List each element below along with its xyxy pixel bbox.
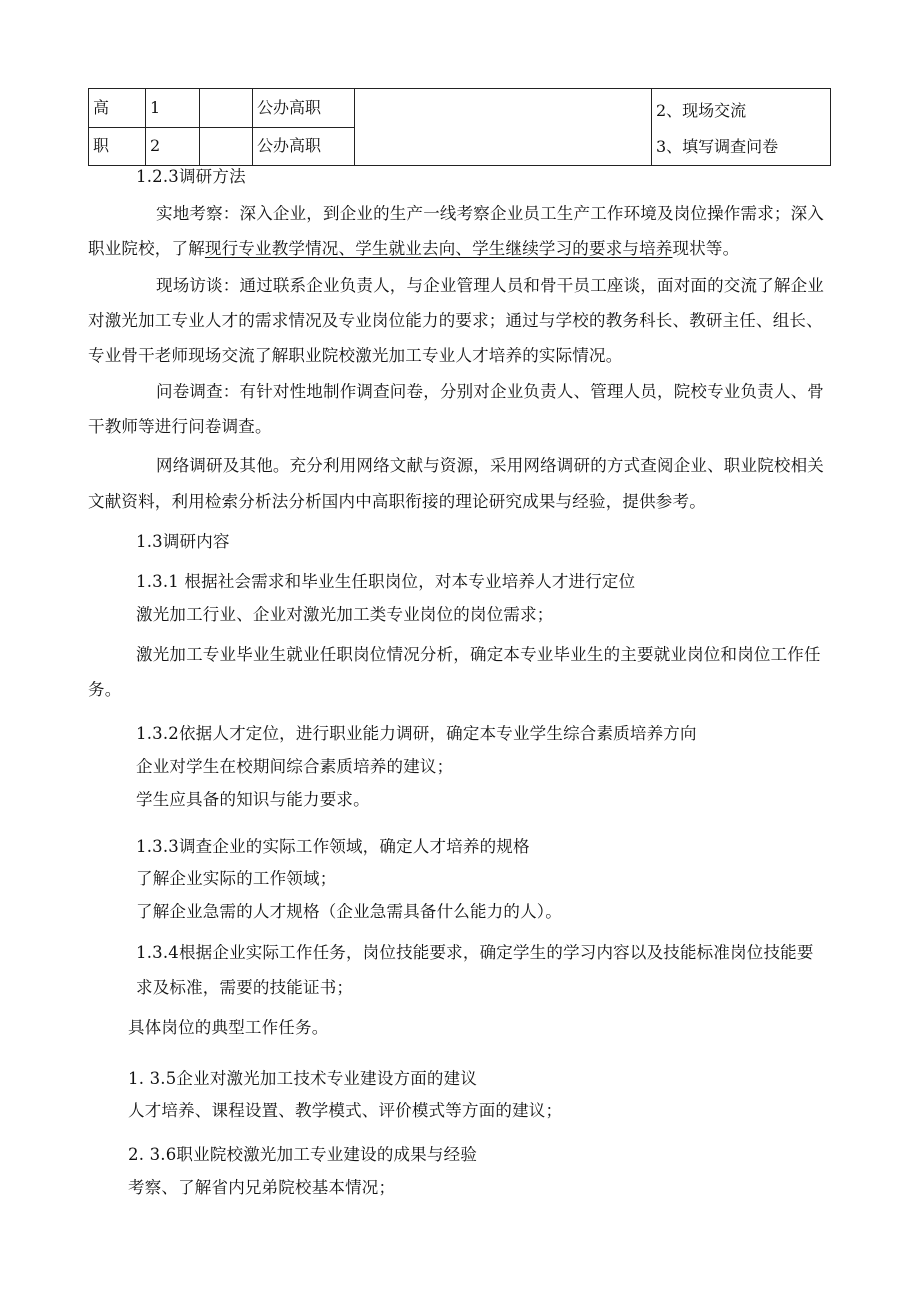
subsection-title: 2. 3.6职业院校激光加工专业建设的成果与经验	[128, 1145, 478, 1164]
list-item: 具体岗位的典型工作任务。	[128, 1018, 329, 1037]
blank-cell	[200, 127, 253, 166]
row-number-cell: 1	[146, 89, 200, 128]
school-type-cell: 职	[89, 127, 146, 166]
subsection-title: 1.3.3调查企业的实际工作领域，确定人才培养的规格	[136, 837, 530, 856]
text-span: 职业院校，了解	[88, 239, 205, 258]
paragraph-line: 文献资料，利用检索分析法分析国内中高职衔接的理论研究成果与经验，提供参考。	[88, 492, 706, 511]
subsection-title: 1. 3.5企业对激光加工技术专业建设方面的建议	[128, 1069, 478, 1088]
survey-table	[88, 88, 831, 166]
paragraph-line: 网络调研及其他。充分利用网络文献与资源，采用网络调研的方式查阅企业、职业院校相关	[156, 456, 824, 475]
merged-blank-cell	[355, 89, 652, 166]
list-item: 激光加工专业毕业生就业任职岗位情况分析，确定本专业毕业生的主要就业岗位和岗位工作任	[136, 645, 821, 664]
list-item: 务。	[88, 680, 122, 699]
note-line: 3、填写调查问卷	[656, 137, 779, 156]
section-heading: 1.2.3调研方法	[136, 167, 246, 186]
subsection-title: 求及标准，需要的技能证书；	[136, 978, 354, 997]
school-nature-cell: 公办高职	[253, 89, 355, 128]
paragraph-line: 对激光加工专业人才的需求情况及专业岗位能力的要求；通过与学校的教务科长、教研主任、组长、	[88, 311, 823, 330]
paragraph-line: 干教师等进行问卷调查。	[88, 417, 272, 436]
school-type-cell: 高	[89, 89, 146, 128]
subsection-title: 1.3.2依据人才定位，进行职业能力调研，确定本专业学生综合素质培养方向	[136, 724, 697, 743]
table-row	[89, 89, 831, 128]
paragraph-line: 专业骨干老师现场交流了解职业院校激光加工专业人才培养的实际情况。	[88, 346, 623, 365]
subsection-title: 1.3.4根据企业实际工作任务，岗位技能要求，确定学生的学习内容以及技能标准岗位技能要	[136, 943, 814, 962]
survey-method-notes-cell	[652, 89, 831, 166]
list-item: 考察、了解省内兄弟院校基本情况；	[128, 1178, 396, 1197]
paragraph-line: 现场访谈：通过联系企业负责人，与企业管理人员和骨干员工座谈，面对面的交流了解企业	[156, 276, 824, 295]
list-item: 人才培养、课程设置、教学模式、评价模式等方面的建议；	[128, 1101, 563, 1120]
underlined-text: 现行专业教学情况、学生就业去向、学生继续学习的要求与培养	[204, 239, 673, 258]
subsection-title: 1.3.1 根据社会需求和毕业生任职岗位，对本专业培养人才进行定位	[136, 572, 636, 591]
list-item: 了解企业急需的人才规格（企业急需具备什么能力的人）。	[136, 902, 562, 921]
list-item: 了解企业实际的工作领域；	[136, 869, 337, 888]
school-nature-cell: 公办高职	[253, 127, 355, 166]
blank-cell	[200, 89, 253, 128]
paragraph-line: 问卷调查：有针对性地制作调查问卷，分别对企业负责人、管理人员，院校专业负责人、骨	[156, 382, 824, 401]
row-number-cell: 2	[146, 127, 200, 166]
paragraph-line	[88, 239, 739, 259]
list-item: 学生应具备的知识与能力要求。	[136, 790, 370, 809]
paragraph-line: 实地考察：深入企业，到企业的生产一线考察企业员工生产工作环境及岗位操作需求；深入	[156, 204, 824, 223]
list-item: 激光加工行业、企业对激光加工类专业岗位的岗位需求；	[136, 605, 554, 624]
note-line: 2、现场交流	[656, 101, 747, 120]
text-span: 现状等。	[672, 239, 740, 258]
section-heading: 1.3调研内容	[136, 532, 230, 551]
list-item: 企业对学生在校期间综合素质培养的建议；	[136, 757, 454, 776]
